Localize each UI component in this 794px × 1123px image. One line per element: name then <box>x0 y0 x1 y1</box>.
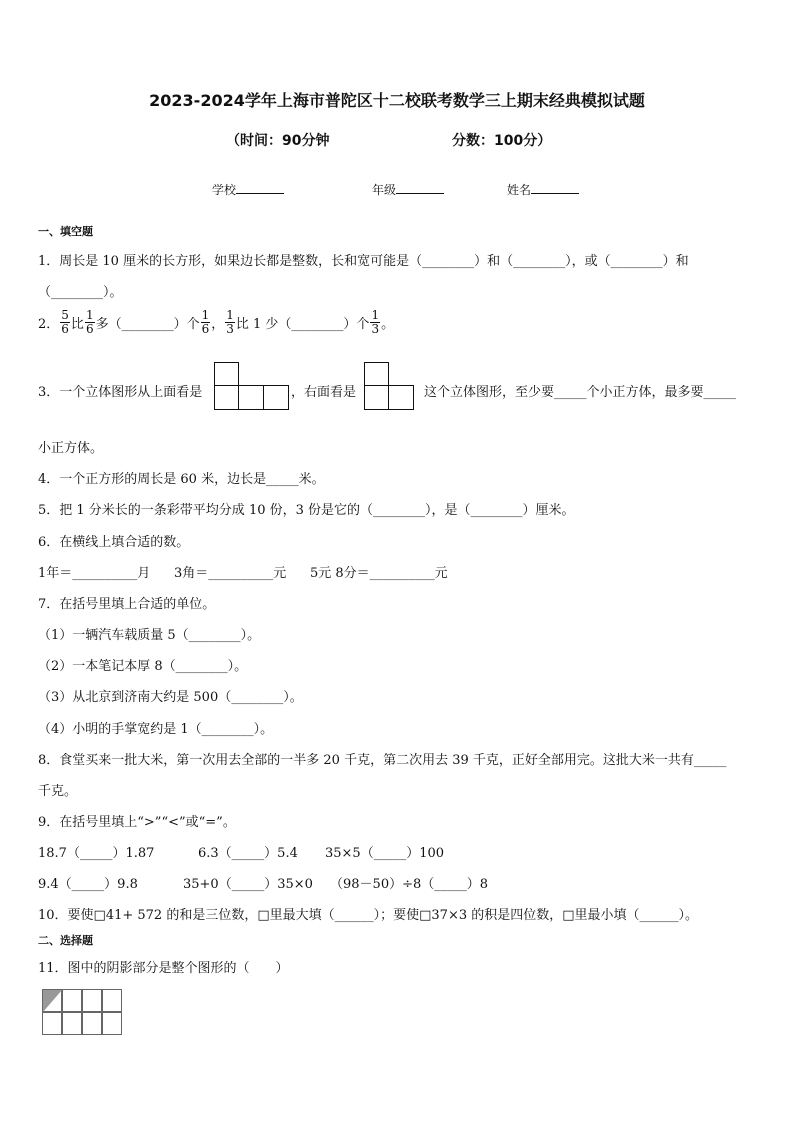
question-7: 7．在括号里填上合适的单位。 <box>38 597 216 612</box>
question-3-part-a: 3．一个立体图形从上面看是 <box>38 385 203 400</box>
name-label: 姓名 <box>507 183 532 197</box>
fraction-1-3: $\frac{1}{3}$ <box>226 308 234 336</box>
question-5: 5．把 1 分米长的一条彩带平均分成 10 份，3 份是它的（________），是（________）厘米。 <box>38 503 575 518</box>
question-1-line2: （________）。 <box>38 285 123 300</box>
q7-item-4: （4）小明的手掌宽约是 1（________）。 <box>38 722 274 737</box>
question-6: 6．在横线上填合适的数。 <box>38 535 190 550</box>
question-3-part-d: 小正方体。 <box>38 441 104 456</box>
question-8-line1: 8．食堂买来一批大米，第一次用去全部的一半多 20 千克，第二次用去 39 千克，正好全部用完。这批大米一共有_____ <box>38 753 727 768</box>
q9-row2-item3: （98－50）÷8（_____）8 <box>330 877 489 892</box>
q9-row2-item2: 35+0（_____）35×0 <box>183 877 313 892</box>
q6-item-3: 5元 8分＝__________元 <box>310 566 448 581</box>
fraction-1-6: $\frac{1}{6}$ <box>85 308 94 336</box>
question-2 <box>38 309 394 336</box>
question-10: 10．要使□41+ 572 的和是三位数，□里最大填（______）；要使□37×3 的积是四位数，□里最小填（______）。 <box>38 908 699 923</box>
name-blank[interactable] <box>531 181 579 194</box>
shaded-triangle <box>42 989 63 1013</box>
question-11: 11．图中的阴影部分是整个图形的（ ） <box>38 961 289 976</box>
q6-item-1: 1年＝__________月 <box>38 566 151 581</box>
question-1-line1: 1．周长是 10 厘米的长方形，如果边长都是整数，长和宽可能是（________）和（________），或（________）和 <box>38 254 689 269</box>
question-9: 9．在括号里填上“>”“<”或“=”。 <box>38 815 236 830</box>
exam-time: （时间：90分钟 <box>226 133 330 149</box>
grade-blank[interactable] <box>396 181 444 194</box>
q2-text: ， <box>211 317 225 332</box>
q2-text: 。 <box>381 317 395 332</box>
q7-item-1: （1）一辆汽车载质量 5（________）。 <box>38 628 261 643</box>
school-field <box>212 181 284 198</box>
right-view-figure <box>364 362 414 410</box>
q9-row1-item2: 6.3（_____）5.4 <box>198 846 298 861</box>
page-title: 2023-2024学年上海市普陀区十二校联考数学三上期末经典模拟试题 <box>149 91 645 110</box>
name-field <box>507 181 579 198</box>
q7-item-3: （3）从北京到济南大约是 500（________）。 <box>38 690 303 705</box>
exam-score: 分数：100分） <box>452 133 552 149</box>
q9-row2-item1: 9.4（_____）9.8 <box>38 877 138 892</box>
question-4: 4．一个正方形的周长是 60 米，边长是_____米。 <box>38 472 325 487</box>
fraction-5-6: $\frac{5}{6}$ <box>61 308 69 336</box>
q2-text: 比 1 少（________）个 <box>235 317 370 332</box>
top-view-figure <box>214 362 289 410</box>
grade-field <box>372 181 444 198</box>
fraction-1-3: $\frac{1}{3}$ <box>371 308 380 336</box>
q7-item-2: （2）一本笔记本厚 8（________）。 <box>38 659 248 674</box>
q9-row1-item3: 35×5（_____）100 <box>325 846 445 861</box>
q2-number: 2． <box>38 317 60 332</box>
q2-text: 比 <box>70 317 84 332</box>
q11-shaded-grid-figure <box>42 989 123 1036</box>
section-fill-in: 一、填空题 <box>38 225 93 238</box>
q6-item-2: 3角＝__________元 <box>174 566 287 581</box>
grade-label: 年级 <box>372 183 397 197</box>
question-8-line2: 千克。 <box>38 784 78 799</box>
question-3-part-c: 这个立体图形，至少要_____个小正方体，最多要_____ <box>424 385 737 400</box>
q2-text: 多（________）个 <box>95 317 200 332</box>
question-3-part-b: ，右面看是 <box>291 385 357 400</box>
fraction-1-6: $\frac{1}{6}$ <box>201 308 210 336</box>
school-blank[interactable] <box>236 181 284 194</box>
q9-row1-item1: 18.7（_____）1.87 <box>38 846 155 861</box>
section-multiple-choice: 二、选择题 <box>38 934 93 947</box>
school-label: 学校 <box>212 183 237 197</box>
